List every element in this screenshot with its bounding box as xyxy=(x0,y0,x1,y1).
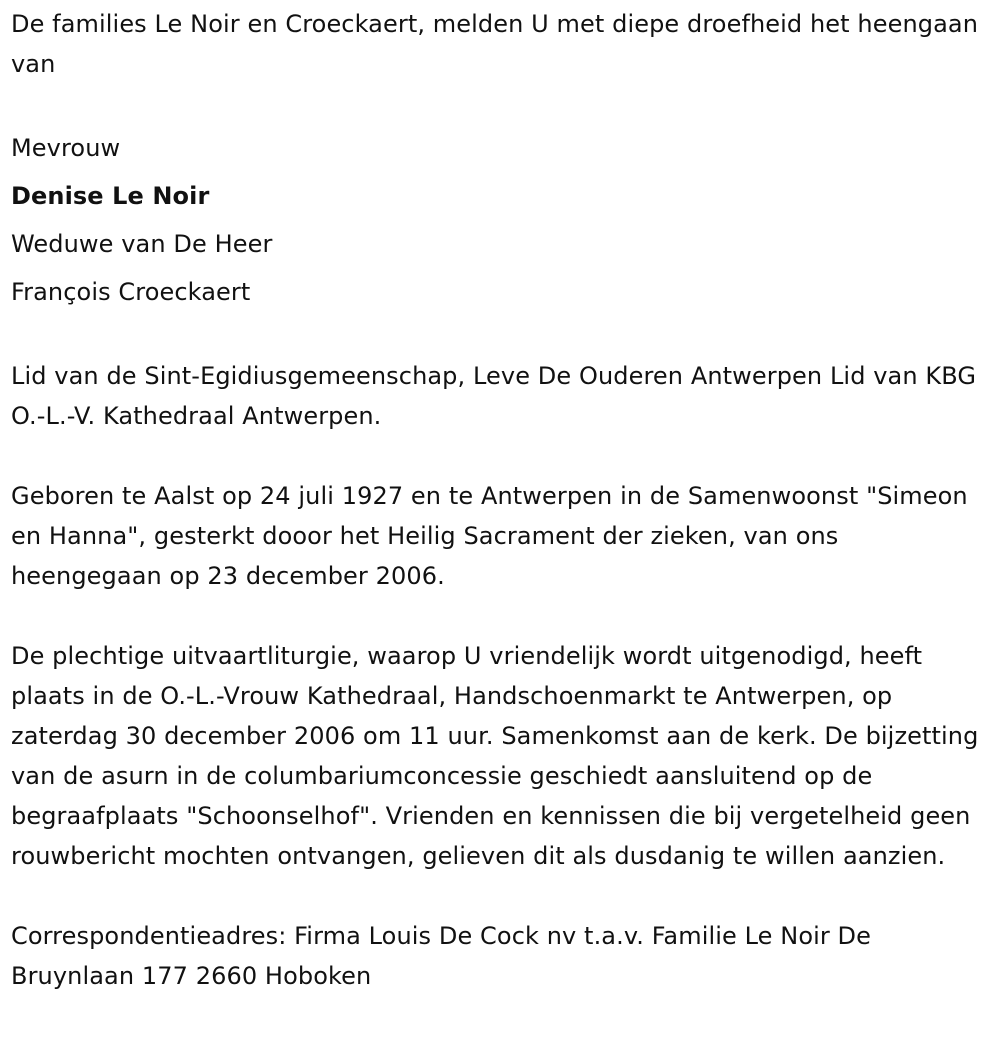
widow-line-1: Weduwe van De Heer xyxy=(11,230,273,258)
memberships-paragraph: Lid van de Sint-Egidiusgemeenschap, Leve De Ouderen Antwerpen Lid van KBG O.-L.-V. Kathedraal Antwerpen. xyxy=(11,362,977,430)
spacer xyxy=(11,596,991,636)
obituary-document xyxy=(11,4,991,996)
correspondence-paragraph: Correspondentieadres: Firma Louis De Cock nv t.a.v. Familie Le Noir De Bruynlaan 177 2660 Hoboken xyxy=(11,922,872,990)
birth-death-paragraph: Geboren te Aalst op 24 juli 1927 en te Antwerpen in de Samenwoonst "Simeon en Hanna", gesterkt dooor het Heilig Sacrament der zieken, van ons heengegaan op 23 december 2006. xyxy=(11,482,968,590)
intro-paragraph: De families Le Noir en Croeckaert, melden U met diepe droefheid het heengaan van xyxy=(11,10,979,78)
title-prefix: Mevrouw xyxy=(11,134,121,162)
spacer xyxy=(11,876,991,916)
spacer xyxy=(11,84,991,124)
deceased-name: Denise Le Noir xyxy=(11,182,210,210)
spacer xyxy=(11,316,991,356)
spacer xyxy=(11,436,991,476)
widow-line-2: François Croeckaert xyxy=(11,278,251,306)
funeral-paragraph: De plechtige uitvaartliturgie, waarop U vriendelijk wordt uitgenodigd, heeft plaats in de O.-L.-Vrouw Kathedraal, Handschoenmarkt te Antwerpen, op zaterdag 30 december 2006 om 11 uur. Samenkomst aan de kerk. De bijzetting van de asurn in de columbariumconcessie geschiedt aansluitend op de begraafplaats "Schoonselhof". Vrienden en kennissen die bij vergetelheid geen rouwbericht mochten ontvangen, gelieven dit als dusdanig te willen aanzien. xyxy=(11,642,979,870)
